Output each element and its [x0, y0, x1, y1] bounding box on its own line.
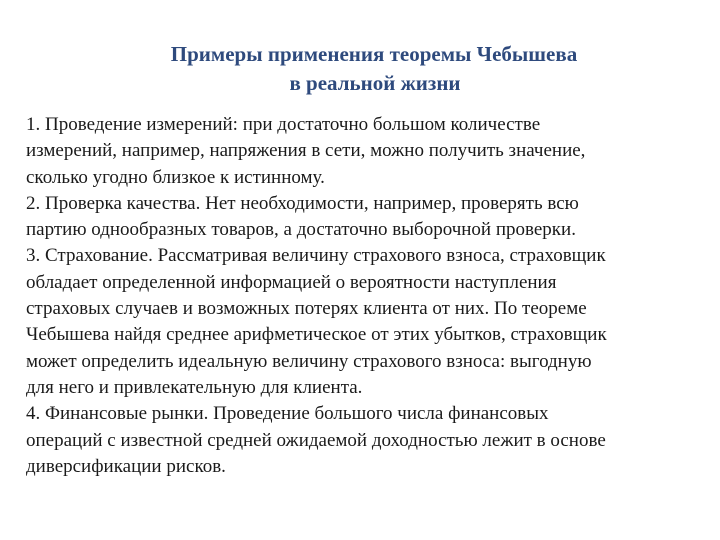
- body-line: 3. Страхование. Рассматривая величину страхового взноса, страховщик: [26, 245, 606, 267]
- body-line: Чебышева найдя среднее арифметическое от этих убытков, страховщик: [26, 324, 607, 346]
- body-line: партию однообразных товаров, а достаточно выборочной проверки.: [26, 219, 576, 241]
- slide-title: [0, 40, 720, 98]
- body-line: 1. Проведение измерений: при достаточно большом количестве: [26, 114, 541, 135]
- body-line: сколько угодно близкое к истинному.: [26, 166, 325, 188]
- body-text: [26, 112, 700, 480]
- body-line: страховых случаев и возможных потерях клиента от них. По теореме: [26, 298, 587, 320]
- body-line: обладает определенной информацией о вероятности наступления: [26, 271, 557, 293]
- body-line: может определить идеальную величину страхового взноса: выгодную: [26, 350, 592, 372]
- body-line: операций с известной средней ожидаемой доходностью лежит в основе: [26, 429, 606, 451]
- title-line-1: Примеры применения теоремы Чебышева: [170, 42, 578, 66]
- body-line: измерений, например, напряжения в сети, можно получить значение,: [26, 140, 586, 162]
- title-line-2: в реальной жизни: [289, 71, 461, 95]
- body-line: 2. Проверка качества. Нет необходимости, например, проверять всю: [26, 192, 579, 214]
- body-line: 4. Финансовые рынки. Проведение большого числа финансовых: [26, 403, 549, 425]
- body-line: для него и привлекательную для клиента.: [26, 376, 363, 398]
- body-line: диверсификации рисков.: [26, 455, 226, 477]
